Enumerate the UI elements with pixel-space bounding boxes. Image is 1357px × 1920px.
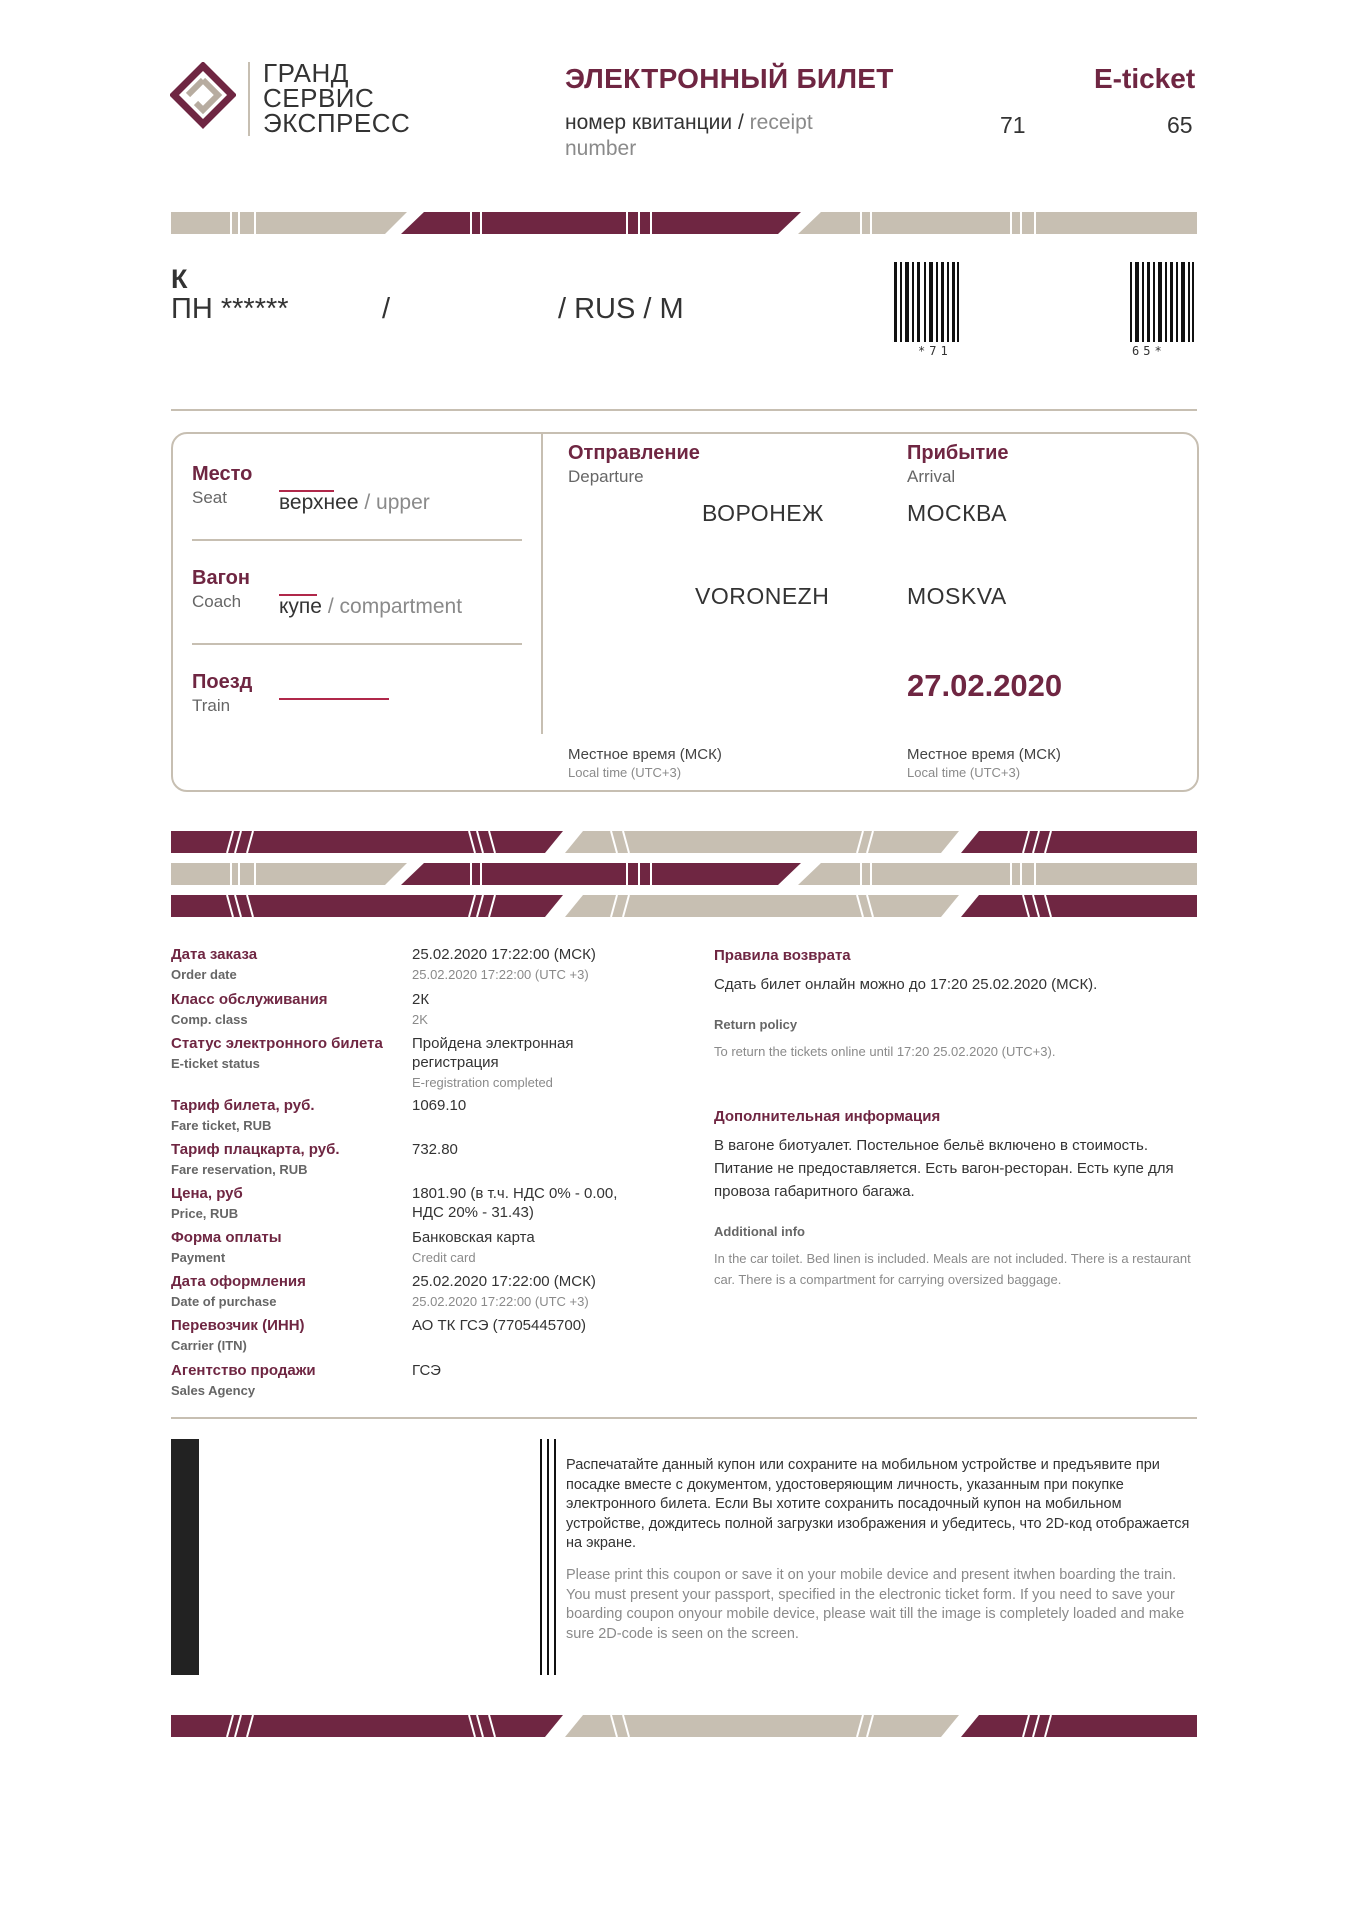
passenger-name: К xyxy=(171,264,188,294)
class-label-en: Comp. class xyxy=(171,1012,248,1027)
passenger-document: ПН ****** xyxy=(171,293,289,325)
departure-local-time: Местное время (МСК) xyxy=(568,746,722,763)
purchase-date-sub: 25.02.2020 17:22:00 (UTC +3) xyxy=(412,1294,589,1309)
barcode-2 xyxy=(1130,262,1194,342)
ticket-title-en: E-ticket xyxy=(1094,63,1196,94)
class-value: 2К xyxy=(412,991,430,1008)
arrival-city-en: MOSKVA xyxy=(907,583,1007,609)
payment-label: Форма оплаты xyxy=(171,1229,282,1246)
status-sub: E-registration completed xyxy=(412,1075,553,1090)
payment-label-en: Payment xyxy=(171,1250,226,1265)
fare-reservation-label: Тариф плацкарта, руб. xyxy=(171,1141,340,1158)
barcode-1 xyxy=(894,262,960,342)
barcode-2-label: 65* xyxy=(1132,344,1166,358)
fare-reservation-label-en: Fare reservation, RUB xyxy=(171,1162,308,1177)
coach-label: Вагон xyxy=(192,567,250,589)
additional-info-title: Дополнительная информация xyxy=(714,1108,941,1125)
carrier-value: АО ТК ГСЭ (7705445700) xyxy=(412,1317,587,1334)
departure-city-en: VORONEZH xyxy=(695,583,830,609)
departure-label: Отправление xyxy=(568,442,700,464)
receipt-number-part2: 65 xyxy=(1167,112,1193,138)
coupon-instructions-ru: Распечатайте данный купон или сохраните на мобильном устройстве и предъявите при посадке вместе с документом, удостоверяющим личность, указанным при покупке электронного билета. Если Вы хотите сохранить посадочный купон на мобильном устройстве, дождитесь полной загрузки изображения и убедитесь, что 2D-код отображается на экране. xyxy=(566,1457,1190,1551)
train-number-redaction xyxy=(279,698,389,700)
receipt-number-part1: 71 xyxy=(1000,112,1026,138)
arrival-label: Прибытие xyxy=(907,442,1009,464)
agency-label-en: Sales Agency xyxy=(171,1383,256,1398)
refund-rules-title: Правила возврата xyxy=(714,947,851,964)
agency-value: ГСЭ xyxy=(412,1362,441,1379)
status-value-line1: Пройдена электронная xyxy=(412,1035,574,1052)
passenger-citizenship-gender: / RUS / M xyxy=(558,293,684,325)
price-label-en: Price, RUB xyxy=(171,1206,239,1221)
purchase-date-value: 25.02.2020 17:22:00 (МСК) xyxy=(412,1273,596,1290)
status-label: Статус электронного билета xyxy=(171,1035,383,1052)
return-policy-title: Return policy xyxy=(714,1017,798,1032)
company-logo-icon xyxy=(170,62,236,134)
passenger-separator: / xyxy=(382,293,391,325)
coach-divider xyxy=(192,643,522,645)
company-name: ГРАНД СЕРВИС ЭКСПРЕСС xyxy=(263,58,411,138)
arrival-local-time: Местное время (МСК) xyxy=(907,746,1061,763)
arrival-label-en: Arrival xyxy=(907,467,956,486)
additional-info-text: В вагоне биотуалет. Постельное бельё включено в стоимость. Питание не предоставляется. Есть вагон-ресторан. Есть купе для провоза габаритного багажа. xyxy=(714,1137,1174,1200)
divider xyxy=(171,409,1197,411)
decorative-stripe xyxy=(171,1715,1197,1737)
agency-label: Агентство продажи xyxy=(171,1362,316,1379)
coach-label-en: Coach xyxy=(192,592,242,611)
additional-info-text-en: In the car toilet. Bed linen is included. Meals are not included. There is a restaurant car. There is a compartment for carrying oversized baggage. xyxy=(714,1251,1191,1287)
carrier-label: Перевозчик (ИНН) xyxy=(171,1317,305,1334)
payment-value: Банковская карта xyxy=(412,1229,535,1246)
decorative-stripe-block xyxy=(171,831,1197,917)
fare-ticket-value: 1069.10 xyxy=(412,1097,467,1114)
order-date-sub: 25.02.2020 17:22:00 (UTC +3) xyxy=(412,967,589,982)
logo-divider xyxy=(248,62,250,136)
coupon-edge-line xyxy=(547,1439,549,1675)
departure-label-en: Departure xyxy=(568,467,644,486)
departure-local-time-en: Local time (UTC+3) xyxy=(568,765,682,780)
return-policy-text: To return the tickets online until 17:20 25.02.2020 (UTC+3). xyxy=(714,1044,1056,1059)
arrival-date: 27.02.2020 xyxy=(907,668,1063,703)
divider xyxy=(171,1417,1197,1419)
order-date-label-en: Order date xyxy=(171,967,237,982)
purchase-date-label-en: Date of purchase xyxy=(171,1294,277,1309)
price-label: Цена, руб xyxy=(171,1185,243,1202)
coupon-edge-line xyxy=(540,1439,542,1675)
train-label-en: Train xyxy=(192,696,231,715)
class-sub: 2K xyxy=(412,1012,428,1027)
purchase-date-label: Дата оформления xyxy=(171,1273,306,1290)
box-divider xyxy=(541,434,543,734)
price-value-line2: НДС 20% - 31.43) xyxy=(412,1204,534,1221)
seat-divider xyxy=(192,539,522,541)
barcode-1-label: *71 xyxy=(918,344,952,358)
status-value-line2: регистрация xyxy=(412,1054,499,1071)
fare-reservation-value: 732.80 xyxy=(412,1141,458,1158)
seat-value: верхнее / upper xyxy=(279,491,430,514)
price-value-line1: 1801.90 (в т.ч. НДС 0% - 0.00, xyxy=(412,1185,618,1202)
order-date-value: 25.02.2020 17:22:00 (МСК) xyxy=(412,946,596,963)
payment-sub: Credit card xyxy=(412,1250,476,1265)
status-label-en: E-ticket status xyxy=(171,1056,260,1071)
refund-rules-text: Сдать билет онлайн можно до 17:20 25.02.2020 (МСК). xyxy=(714,976,1098,993)
receipt-label: номер квитанции / receipt number xyxy=(565,111,813,160)
qr-code-placeholder-bar xyxy=(171,1439,199,1675)
ticket-title: ЭЛЕКТРОННЫЙ БИЛЕТ xyxy=(565,63,894,94)
coupon-instructions-en: Please print this coupon or save it on your mobile device and present itwhen boarding the train. You must present your passport, specified in the electronic ticket form. If you need to save your boarding coupon onyour mobile device, please wait till the image is completely loaded and make sure 2D-code is seen on the screen. xyxy=(566,1567,1185,1642)
order-date-label: Дата заказа xyxy=(171,946,258,963)
seat-label-en: Seat xyxy=(192,488,227,507)
additional-info-title-en: Additional info xyxy=(714,1224,805,1239)
arrival-city-ru: МОСКВА xyxy=(907,500,1007,526)
decorative-stripe xyxy=(171,212,1197,234)
arrival-local-time-en: Local time (UTC+3) xyxy=(907,765,1021,780)
carrier-label-en: Carrier (ITN) xyxy=(171,1338,247,1353)
coach-value: купе / compartment xyxy=(279,595,463,618)
train-label: Поезд xyxy=(192,671,253,693)
seat-label: Место xyxy=(192,463,253,485)
class-label: Класс обслуживания xyxy=(171,991,328,1008)
fare-ticket-label: Тариф билета, руб. xyxy=(171,1097,315,1114)
coupon-edge-line xyxy=(554,1439,556,1675)
departure-city-ru: ВОРОНЕЖ xyxy=(702,500,824,526)
fare-ticket-label-en: Fare ticket, RUB xyxy=(171,1118,272,1133)
